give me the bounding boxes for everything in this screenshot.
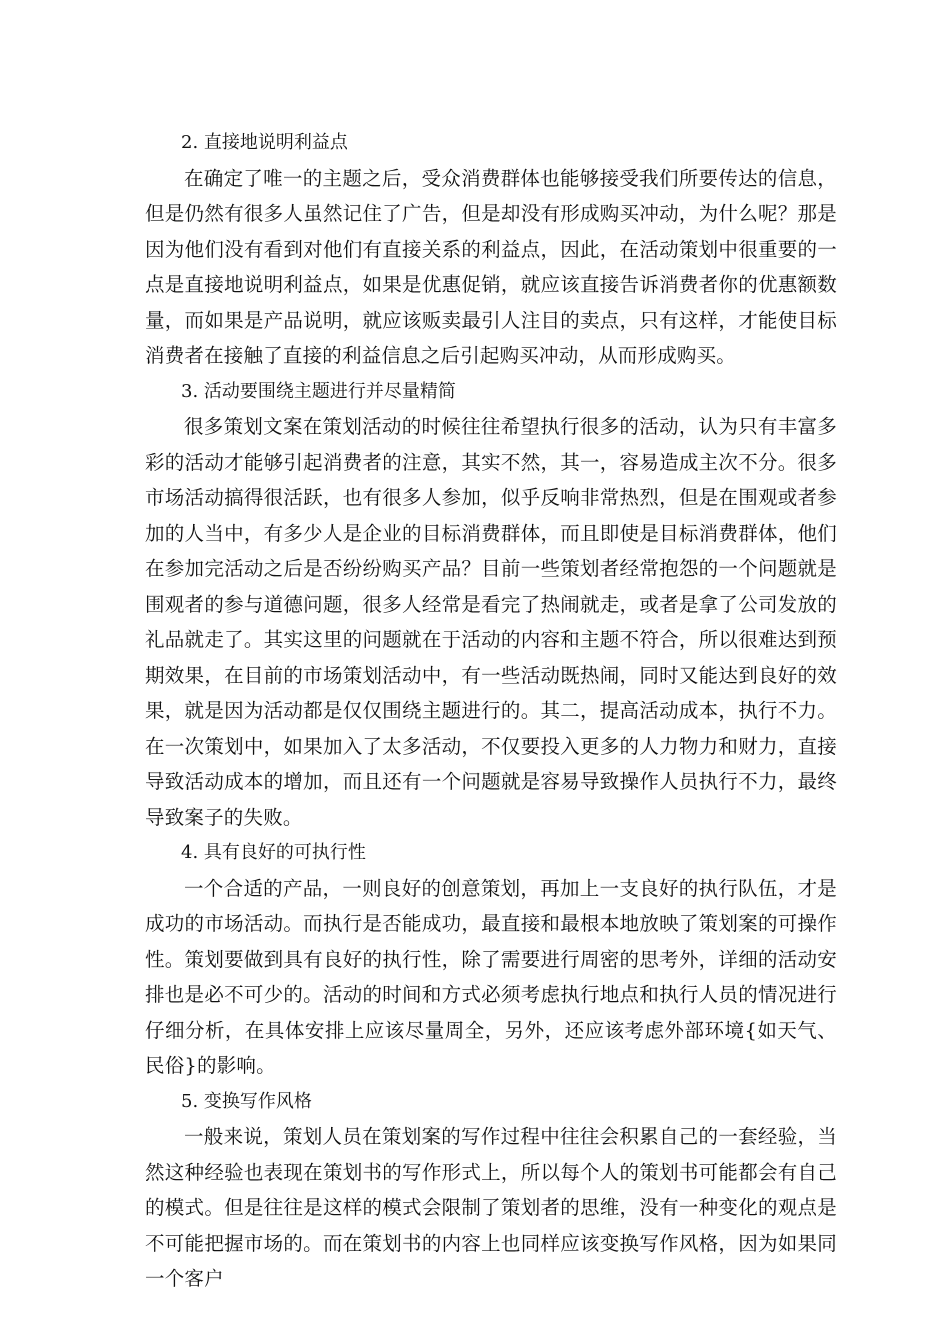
document-body [145,125,837,1297]
section-3-paragraph: 很多策划文案在策划活动的时候往往希望执行很多的活动，认为只有丰富多彩的活动才能够引起消费者的注意，其实不然，其一，容易造成主次不分。很多市场活动搞得很活跃，也有很多人参加，似乎反响非常热烈，但是在围观或者参加的人当中，有多少人是企业的目标消费群体，而且即使是目标消费群体，他们在参加完活动之后是否纷纷购买产品？目前一些策划者经常抱怨的一个问题就是围观者的参与道德问题，很多人经常是看完了热闹就走，或者是拿了公司发放的礼品就走了。其实这里的问题就在于活动的内容和主题不符合，所以很难达到预期效果，在目前的市场策划活动中，有一些活动既热闹，同时又能达到良好的效果，就是因为活动都是仅仅围绕主题进行的。其二，提高活动成本，执行不力。在一次策划中，如果加入了太多活动，不仅要投入更多的人力物力和财力，直接导致活动成本的增加，而且还有一个问题就是容易导致操作人员执行不力，最终导致案子的失败。 [145,415,837,829]
section-2-paragraph: 在确定了唯一的主题之后，受众消费群体也能够接受我们所要传达的信息，但是仍然有很多人虽然记住了广告，但是却没有形成购买冲动，为什么呢？那是因为他们没有看到对他们有直接关系的利益点，因此，在活动策划中很重要的一点是直接地说明利益点，如果是优惠促销，就应该直接告诉消费者你的优惠额数量，而如果是产品说明，就应该贩卖最引人注目的卖点，只有这样，才能使目标消费者在接触了直接的利益信息之后引起购买冲动，从而形成购买。 [145,166,837,367]
section-heading-2: 2. 直接地说明利益点 [181,132,348,153]
section-heading-5: 5. 变换写作风格 [181,1090,312,1112]
section-5-paragraph: 一般来说，策划人员在策划案的写作过程中往往会积累自己的一套经验，当然这种经验也表现在策划书的写作形式上，所以每个人的策划书可能都会有自己的模式。但是往往是这样的模式会限制了策划者的思维，没有一种变化的观点是不可能把握市场的。而在策划书的内容上也同样应该变换写作风格，因为如果同一个客户 [145,1125,837,1290]
section-heading-3: 3. 活动要围绕主题进行并尽量精简 [181,380,456,402]
section-heading-4: 4. 具有良好的可执行性 [181,842,366,863]
section-4-paragraph: 一个合适的产品，一则良好的创意策划，再加上一支良好的执行队伍，才是成功的市场活动。而执行是否能成功，最直接和最根本地放映了策划案的可操作性。策划要做到具有良好的执行性，除了需要进行周密的思考外，详细的活动安排也是必不可少的。活动的时间和方式必须考虑执行地点和执行人员的情况进行仔细分析，在具体安排上应该尽量周全，另外，还应该考虑外部环境{如天气、民俗}的影响。 [145,876,837,1077]
